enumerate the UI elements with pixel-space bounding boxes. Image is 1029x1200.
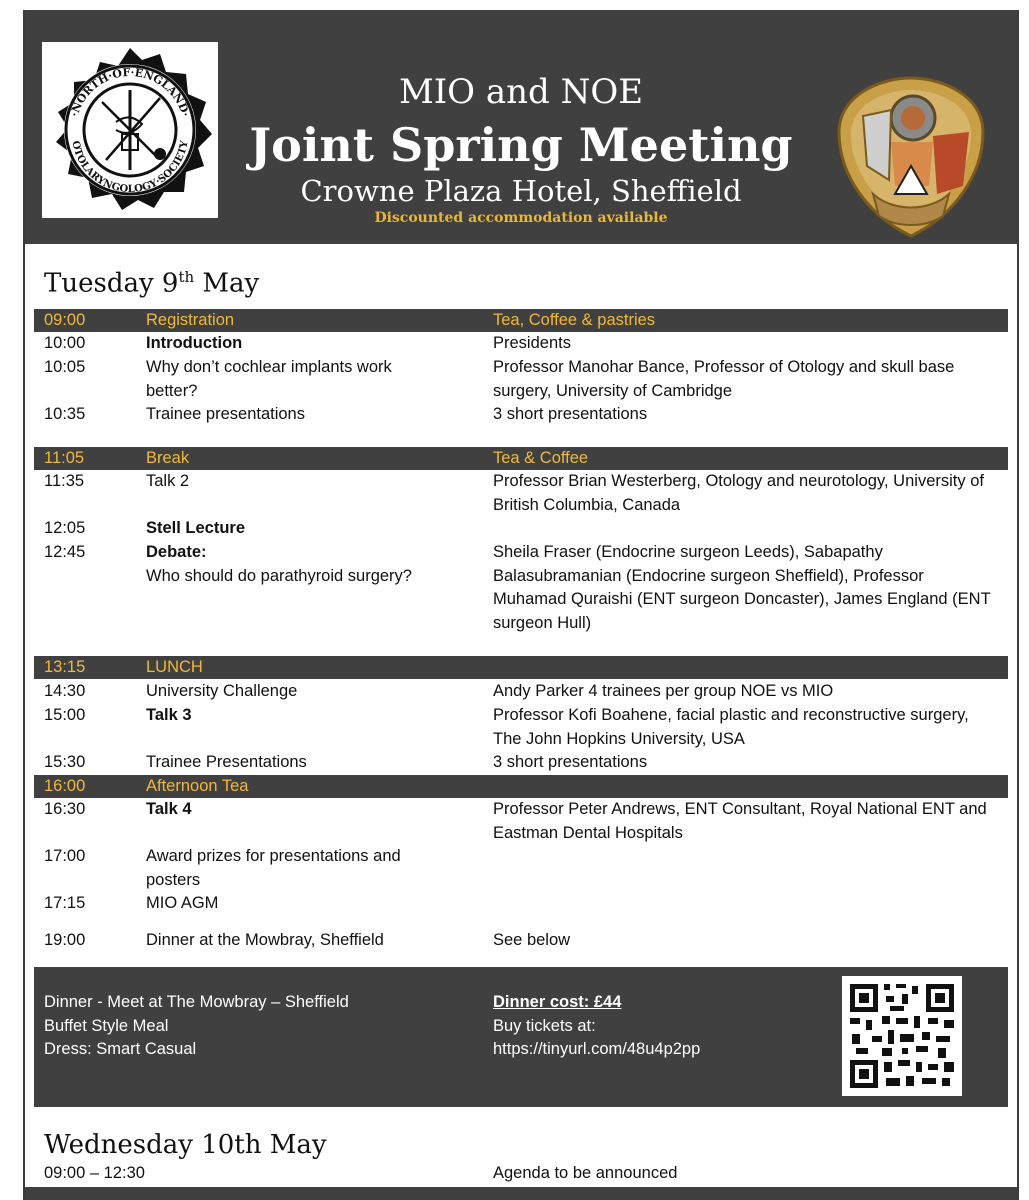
agenda-row <box>34 447 1008 470</box>
row-time: 12:45 <box>44 543 86 561</box>
row-time: 11:35 <box>44 472 85 490</box>
row-item-title: Debate: <box>146 543 207 561</box>
row-item: MIO AGM <box>146 894 219 912</box>
row-time: 17:15 <box>44 894 86 912</box>
row-item: University Challenge <box>146 682 298 700</box>
row-detail: Professor Kofi Boahene, facial plastic and reconstructive surgery, The John Hopkins University, USA <box>493 706 969 748</box>
row-detail: Professor Peter Andrews, ENT Consultant, Royal National ENT and Eastman Dental Hospitals <box>493 800 987 842</box>
row-item: Talk 4 <box>146 800 192 818</box>
row-time: 16:00 <box>44 777 86 795</box>
row-item: Why don’t cochlear implants work better? <box>146 358 392 400</box>
dinner-cost: Dinner cost: £44 <box>493 993 622 1011</box>
row-item: Stell Lecture <box>146 519 246 537</box>
agenda-row <box>34 775 1008 798</box>
buy-tickets-label: Buy tickets at: <box>493 1016 596 1035</box>
svg-text:OTOLARYNGOLOGY·SOCIETY: OTOLARYNGOLOGY·SOCIETY <box>69 139 191 196</box>
row-time: 09:00 <box>44 311 86 329</box>
row-time: 15:30 <box>44 753 86 771</box>
row-item: Break <box>146 449 190 467</box>
row-time: 12:05 <box>44 519 86 537</box>
row-detail: Sheila Fraser (Endocrine surgeon Leeds), Sabapathy Balasubramanian (Endocrine surgeon Sheffield), Professor Muhamad Quraishi (ENT surgeon Doncaster), James England (ENT surgeon Hull) <box>493 543 991 632</box>
row-time: 13:15 <box>44 658 86 676</box>
row-item: Trainee presentations <box>146 405 305 423</box>
dinner-info-panel <box>34 967 1008 1107</box>
row-time: 10:05 <box>44 358 86 376</box>
header-banner <box>25 10 1017 244</box>
row-item: Talk 2 <box>146 472 190 490</box>
row-time: 17:00 <box>44 847 86 865</box>
row-time: 10:00 <box>44 334 86 352</box>
svg-text:·NORTH·OF·ENGLAND·: ·NORTH·OF·ENGLAND· <box>67 65 193 119</box>
row-time: 19:00 <box>44 931 86 949</box>
agenda-row <box>34 309 1008 332</box>
row-item-subtitle: Who should do parathyroid surgery? <box>146 566 412 585</box>
mio-crest-logo <box>833 76 989 238</box>
row-detail: 3 short presentations <box>493 753 648 771</box>
row-detail: 3 short presentations <box>493 405 648 423</box>
row-item: Trainee Presentations <box>146 753 307 771</box>
header-accommodation-note: Discounted accommodation available <box>374 210 668 226</box>
row-time: 10:35 <box>44 405 86 423</box>
dinner-tickets <box>493 991 700 1062</box>
row-item: Dinner at the Mowbray, Sheffield <box>146 931 384 949</box>
row-time: 15:00 <box>44 706 86 724</box>
row-time: 14:30 <box>44 682 86 700</box>
footer-band <box>25 1187 1017 1200</box>
agenda-row <box>34 656 1008 679</box>
dinner-dress: Dress: Smart Casual <box>44 1040 197 1058</box>
header-venue: Crowne Plaza Hotel, Sheffield <box>300 174 742 208</box>
dinner-venue: Dinner - Meet at The Mowbray – Sheffield <box>44 993 349 1011</box>
row-item: Registration <box>146 311 235 329</box>
row-detail: Andy Parker 4 trainees per group NOE vs MIO <box>493 682 834 700</box>
dinner-meal: Buffet Style Meal <box>44 1016 169 1035</box>
row-item <box>146 541 466 588</box>
row-item: Talk 3 <box>146 706 192 724</box>
dinner-details <box>44 991 349 1062</box>
tickets-link[interactable]: https://tinyurl.com/48u4p2pp <box>493 1040 701 1058</box>
row-detail: Agenda to be announced <box>493 1164 678 1182</box>
header-line-1: MIO and NOE <box>398 72 644 112</box>
header-title: Joint Spring Meeting <box>249 118 793 172</box>
row-time: 16:30 <box>44 800 86 818</box>
qr-code-icon[interactable] <box>842 976 962 1096</box>
row-time: 09:00 – 12:30 <box>44 1164 145 1182</box>
row-detail: Tea & Coffee <box>493 449 589 467</box>
programme-sheet <box>23 10 1019 1200</box>
row-detail: Presidents <box>493 334 571 352</box>
row-detail: See below <box>493 931 571 949</box>
day2-heading: Wednesday 10th May <box>44 1130 327 1160</box>
day1-heading: Tuesday 9th May <box>44 268 260 299</box>
row-detail: Tea, Coffee & pastries <box>493 311 656 329</box>
row-item: Award prizes for presentations and posters <box>146 847 401 889</box>
row-item: Introduction <box>146 334 243 352</box>
row-detail: Professor Brian Westerberg, Otology and neurotology, University of British Columbia, Canada <box>493 472 984 514</box>
row-item: LUNCH <box>146 658 203 676</box>
row-time: 11:05 <box>44 449 85 467</box>
row-item: Afternoon Tea <box>146 777 249 795</box>
row-detail: Professor Manohar Bance, Professor of Otology and skull base surgery, University of Cambridge <box>493 358 955 400</box>
